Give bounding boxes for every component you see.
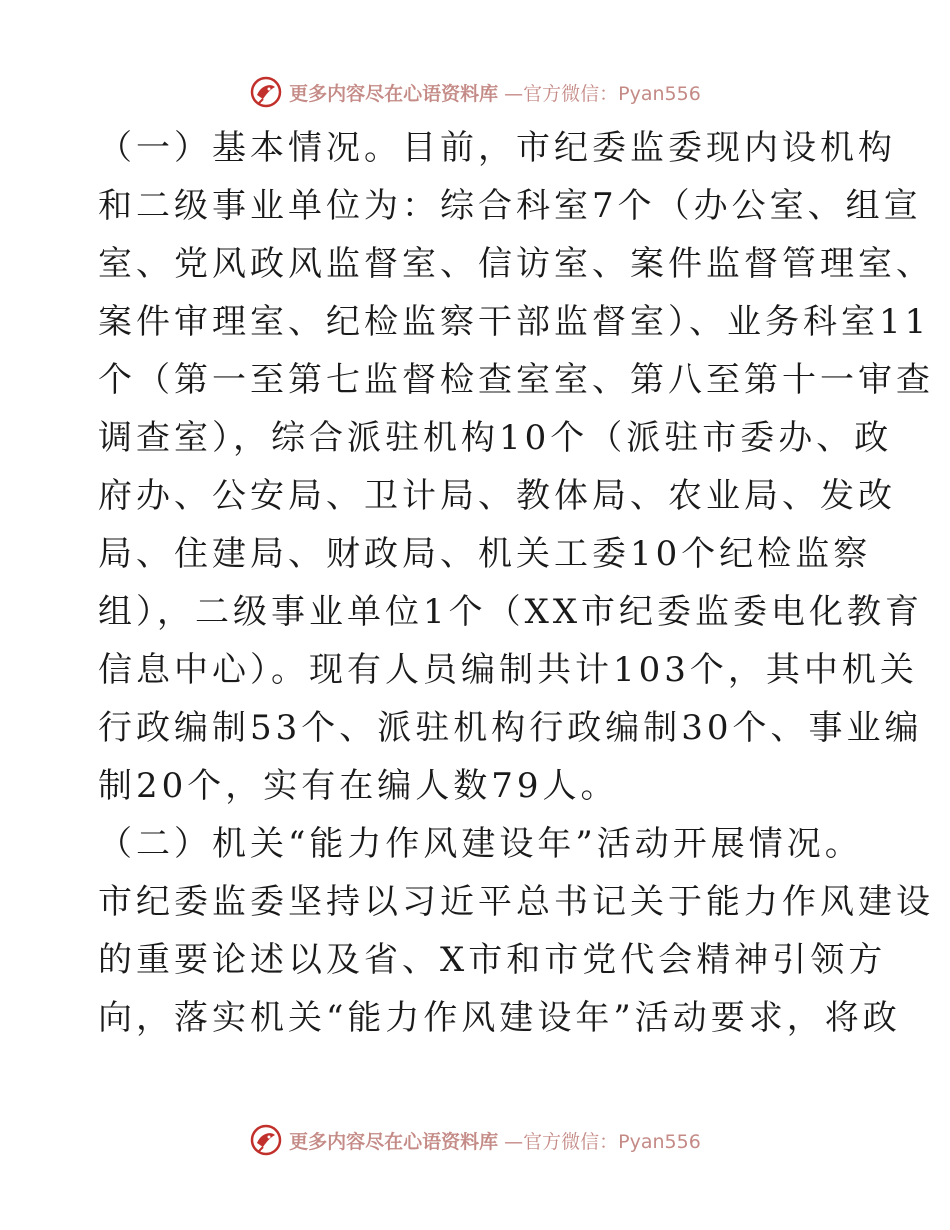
- text-line: （一）基本情况。目前，市纪委监委现内设机构: [98, 128, 896, 168]
- paragraph-capability-style-year: [98, 815, 934, 1047]
- watermark-wechat-text: —官方微信：Pyan556: [504, 1130, 701, 1153]
- text-line: 向，落实机关“能力作风建设年”活动要求，将政: [98, 998, 901, 1038]
- text-line: 组），二级事业单位1个（XX市纪委监委电化教育: [98, 592, 924, 632]
- text-line: 信息中心）。现有人员编制共计103个，其中机关: [98, 650, 918, 690]
- text-line: 的重要论述以及省、X市和市党代会精神引领方: [98, 940, 887, 980]
- watermark-wechat-text: —官方微信：Pyan556: [504, 82, 701, 105]
- text-line: 案件审理室、纪检监察干部监督室）、业务科室11: [98, 302, 931, 342]
- footer-watermark-banner: [0, 1120, 950, 1160]
- text-line: 市纪委监委坚持以习近平总书记关于能力作风建设: [98, 882, 934, 922]
- text-line: 行政编制53个、派驻机构行政编制30个、事业编: [98, 708, 923, 748]
- pen-logo-icon: [249, 75, 283, 109]
- watermark-brand-text: 更多内容尽在心语资料库: [289, 82, 499, 105]
- header-watermark-banner: [0, 72, 950, 112]
- text-line: （二）机关“能力作风建设年”活动开展情况。: [98, 824, 863, 864]
- text-line: 府办、公安局、卫计局、教体局、农业局、发改: [98, 476, 896, 516]
- watermark-brand-text: 更多内容尽在心语资料库: [289, 1130, 499, 1153]
- text-line: 局、住建局、财政局、机关工委10个纪检监察: [98, 534, 872, 574]
- pen-logo-icon: [249, 1123, 283, 1157]
- text-line: 调查室），综合派驻机构10个（派驻市委办、政: [98, 418, 893, 458]
- text-line: 和二级事业单位为：综合科室7个（办公室、组宣: [98, 186, 922, 226]
- text-line: 制20个，实有在编人数79人。: [98, 766, 619, 806]
- text-line: 个（第一至第七监督检查室室、第八至第十一审查: [98, 360, 934, 400]
- paragraph-basic-situation: [98, 119, 934, 815]
- text-line: 室、党风政风监督室、信访室、案件监督管理室、: [98, 244, 934, 284]
